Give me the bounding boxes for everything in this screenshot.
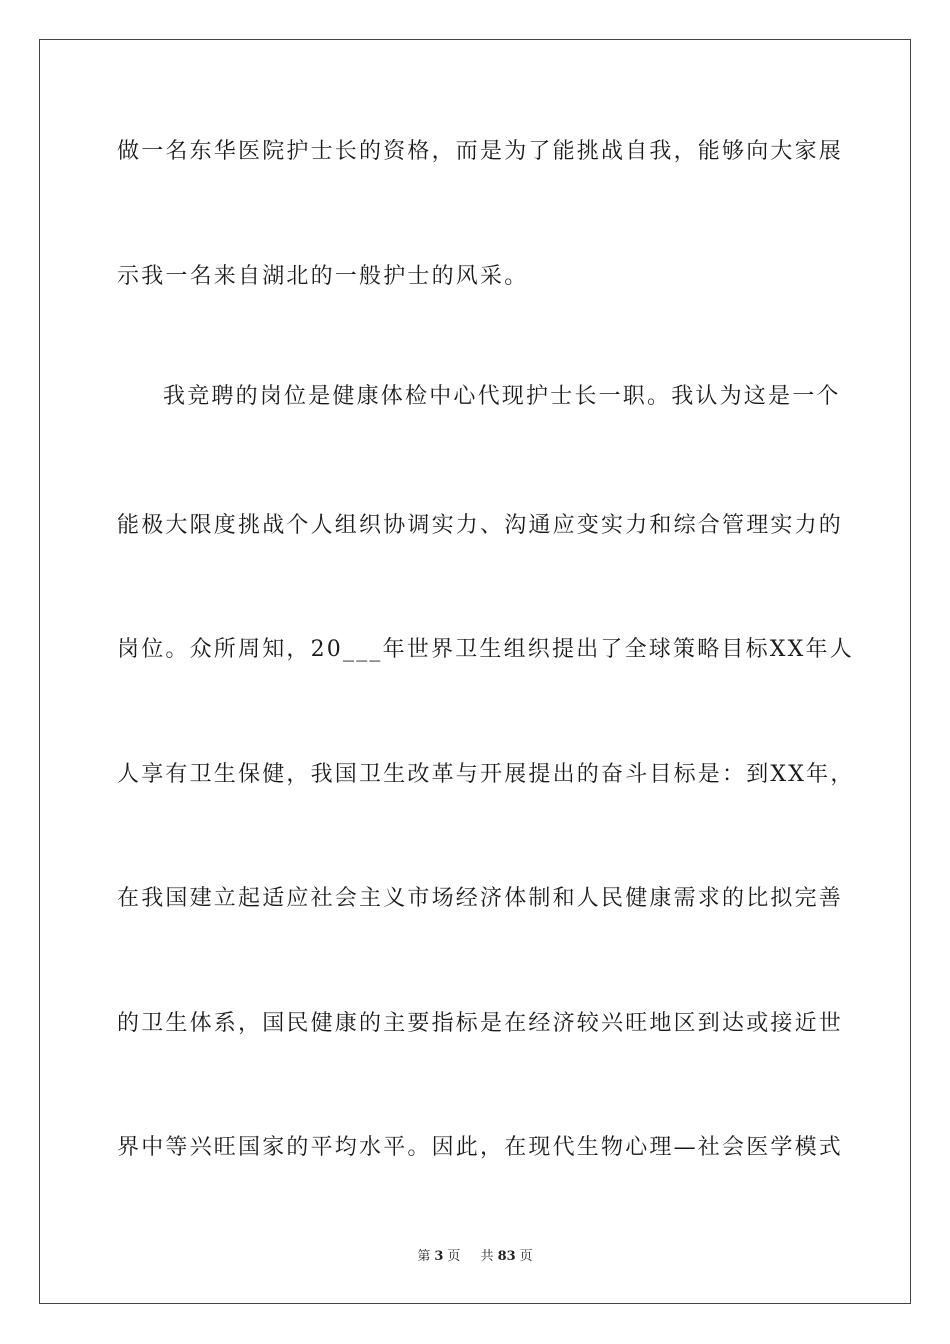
text-line-5: 岗位。众所周知，20___年世界卫生组织提出了全球策略目标XX年人 xyxy=(117,637,854,662)
text-line-3: 我竞聘的岗位是健康体检中心代现护士长一职。我认为这是一个 xyxy=(163,384,841,409)
page-suffix: 页 xyxy=(447,1249,461,1264)
text-line-7: 在我国建立起适应社会主义市场经济体制和人民健康需求的比拟完善 xyxy=(117,886,844,911)
page-footer xyxy=(0,1248,950,1266)
page-indicator xyxy=(413,1249,464,1264)
text-line-6: 人享有卫生保健，我国卫生改革与开展提出的奋斗目标是：到XX年， xyxy=(117,762,855,787)
total-prefix: 共 xyxy=(480,1249,494,1264)
text-line-9: 界中等兴旺国家的平均水平。因此，在现代生物心理—社会医学模式 xyxy=(117,1135,844,1160)
text-line-1: 做一名东华医院护士长的资格，而是为了能挑战自我，能够向大家展 xyxy=(117,139,844,164)
total-indicator xyxy=(477,1249,537,1264)
text-line-4: 能极大限度挑战个人组织协调实力、沟通应变实力和综合管理实力的 xyxy=(117,513,844,538)
text-line-8: 的卫生体系，国民健康的主要指标是在经济较兴旺地区到达或接近世 xyxy=(117,1011,844,1036)
page-number: 3 xyxy=(434,1249,444,1264)
total-suffix: 页 xyxy=(519,1249,533,1264)
total-pages: 83 xyxy=(497,1249,516,1264)
text-line-2: 示我一名来自湖北的一般护士的风采。 xyxy=(117,264,529,289)
page-frame xyxy=(39,39,911,1304)
page-prefix: 第 xyxy=(417,1249,431,1264)
